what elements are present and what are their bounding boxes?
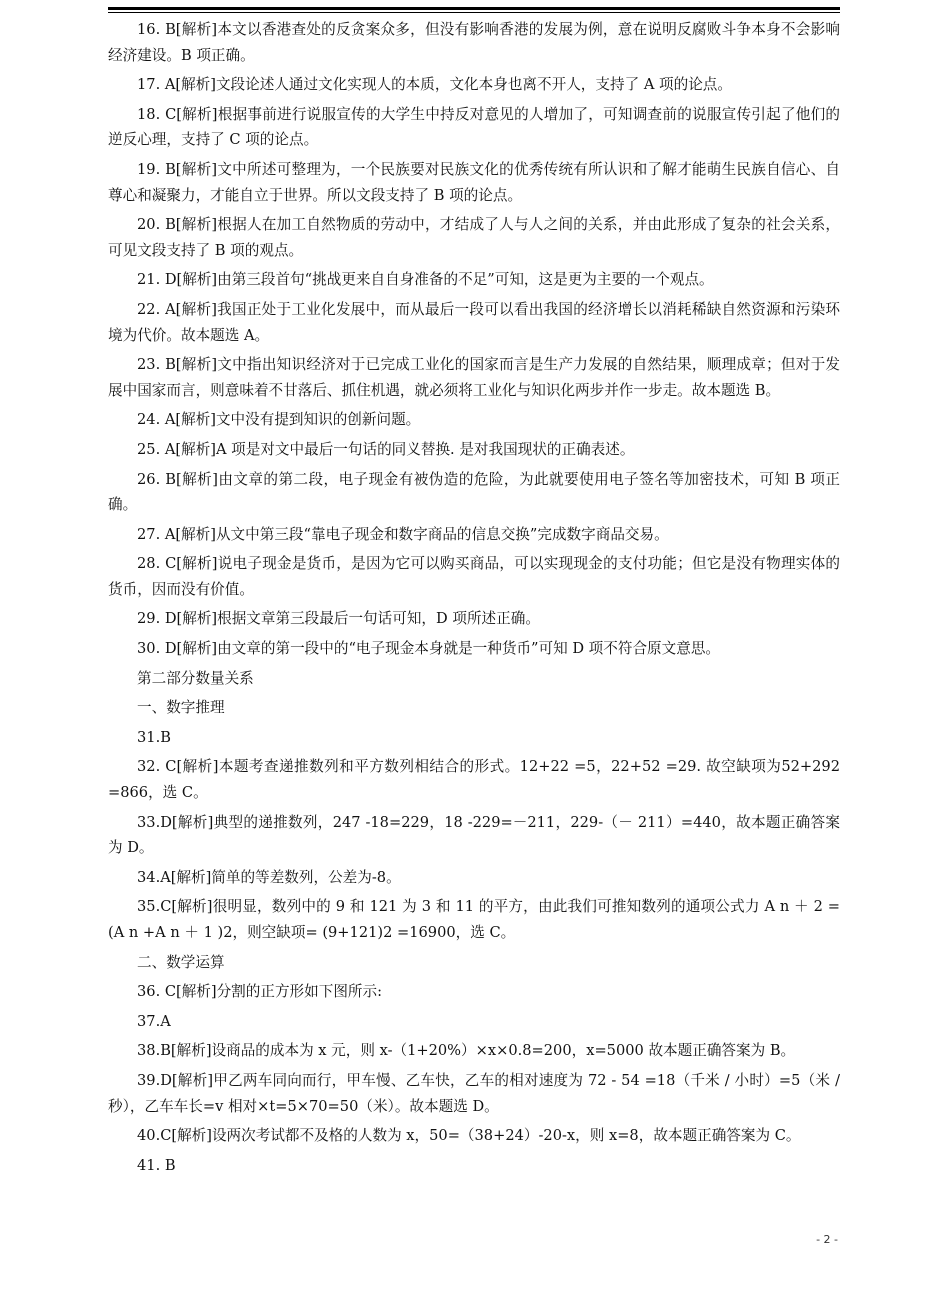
answer-explanations	[108, 17, 840, 1182]
answer-30: 30. D[解析]由文章的第一段中的“电子现金本身就是一种货币”可知 D 项不符合原文意思。	[137, 640, 721, 658]
header-rule	[108, 7, 840, 10]
subsection-heading: 二、数学运算	[137, 953, 225, 971]
answer-38: 38.B[解析]设商品的成本为 x 元，则 x-（1+20%）×x×0.8=200，x=5000 故本题正确答案为 B。	[137, 1042, 796, 1060]
page-number: - 2 -	[816, 1233, 838, 1246]
answer-23: 23. B[解析]文中指出知识经济对于已完成工业化的国家而言是生产力发展的自然结果，顺理成章；但对于发展中国家而言，则意味着不甘落后、抓住机遇，就必须将工业化与知识化两步并作一步走。故本题选 B。	[108, 356, 840, 399]
answer-36: 36. C[解析]分割的正方形如下图所示:	[137, 983, 383, 1001]
answer-18: 18. C[解析]根据事前进行说服宣传的大学生中持反对意见的人增加了，可知调查前的说服宣传引起了他们的逆反心理，支持了 C 项的论点。	[108, 105, 840, 149]
answer-32: 32. C[解析]本题考查递推数列和平方数列相结合的形式。12+22 =5，22+52 =29. 故空缺项为52+292 =866，选 C。	[108, 758, 840, 802]
answer-19: 19. B[解析]文中所述可整理为，一个民族要对民族文化的优秀传统有所认识和了解才能萌生民族自信心、自尊心和凝聚力，才能自立于世界。所以文段支持了 B 项的论点。	[108, 160, 840, 204]
answer-25: 25. A[解析]A 项是对文中最后一句话的同义替换. 是对我国现状的正确表述。	[137, 440, 635, 458]
answer-40: 40.C[解析]设两次考试都不及格的人数为 x，50=（38+24）-20-x，则 x=8，故本题正确答案为 C。	[137, 1127, 801, 1145]
answer-20: 20. B[解析]根据人在加工自然物质的劳动中，才结成了人与人之间的关系，并由此形成了复杂的社会关系，可见文段支持了 B 项的观点。	[108, 216, 840, 259]
answer-39: 39.D[解析]甲乙两车同向而行，甲车慢、乙车快，乙车的相对速度为 72 - 54 =18（千米 / 小时）=5（米 / 秒），乙车车长=v 相对×t=5×70=50（米）。故本题选 D。	[108, 1071, 840, 1115]
answer-24: 24. A[解析]文中没有提到知识的创新问题。	[137, 411, 421, 429]
answer-21: 21. D[解析]由第三段首句“挑战更来自自身准备的不足”可知，这是更为主要的一个观点。	[137, 271, 714, 289]
answer-37: 37.A	[137, 1012, 171, 1030]
answer-28: 28. C[解析]说电子现金是货币，是因为它可以购买商品，可以实现现金的支付功能；但它是没有物理实体的货币，因而没有价值。	[108, 555, 840, 598]
answer-26: 26. B[解析]由文章的第二段，电子现金有被伪造的危险，为此就要使用电子签名等加密技术，可知 B 项正确。	[108, 470, 840, 514]
header-rule-thin	[108, 12, 840, 13]
answer-17: 17. A[解析]文段论述人通过文化实现人的本质，文化本身也离不开人，支持了 A 项的论点。	[137, 76, 732, 94]
answer-27: 27. A[解析]从文中第三段“靠电子现金和数字商品的信息交换”完成数字商品交易。	[137, 525, 669, 543]
answer-33: 33.D[解析]典型的递推数列，247 -18=229，18 -229=－211，229-（－ 211）=440，故本题正确答案为 D。	[108, 813, 840, 857]
subsection-heading: 一、数字推理	[137, 699, 225, 717]
answer-29: 29. D[解析]根据文章第三段最后一句话可知，D 项所述正确。	[137, 610, 540, 628]
section-heading: 第二部分数量关系	[137, 669, 254, 687]
answer-34: 34.A[解析]简单的等差数列，公差为-8。	[137, 868, 401, 886]
answer-41: 41. B	[137, 1156, 176, 1174]
answer-16: 16. B[解析]本文以香港查处的反贪案众多，但没有影响香港的发展为例，意在说明反腐败斗争本身不会影响经济建设。B 项正确。	[108, 21, 840, 64]
answer-31: 31.B	[137, 728, 171, 746]
answer-35: 35.C[解析]很明显，数列中的 9 和 121 为 3 和 11 的平方，由此我们可推知数列的通项公式力 A n ＋ 2 =(A n +A n ＋ 1 )2，则空缺项= (9+121)2 =16900，选 C。	[108, 898, 840, 941]
answer-22: 22. A[解析]我国正处于工业化发展中，而从最后一段可以看出我国的经济增长以消耗稀缺自然资源和污染环境为代价。故本题选 A。	[108, 300, 840, 344]
